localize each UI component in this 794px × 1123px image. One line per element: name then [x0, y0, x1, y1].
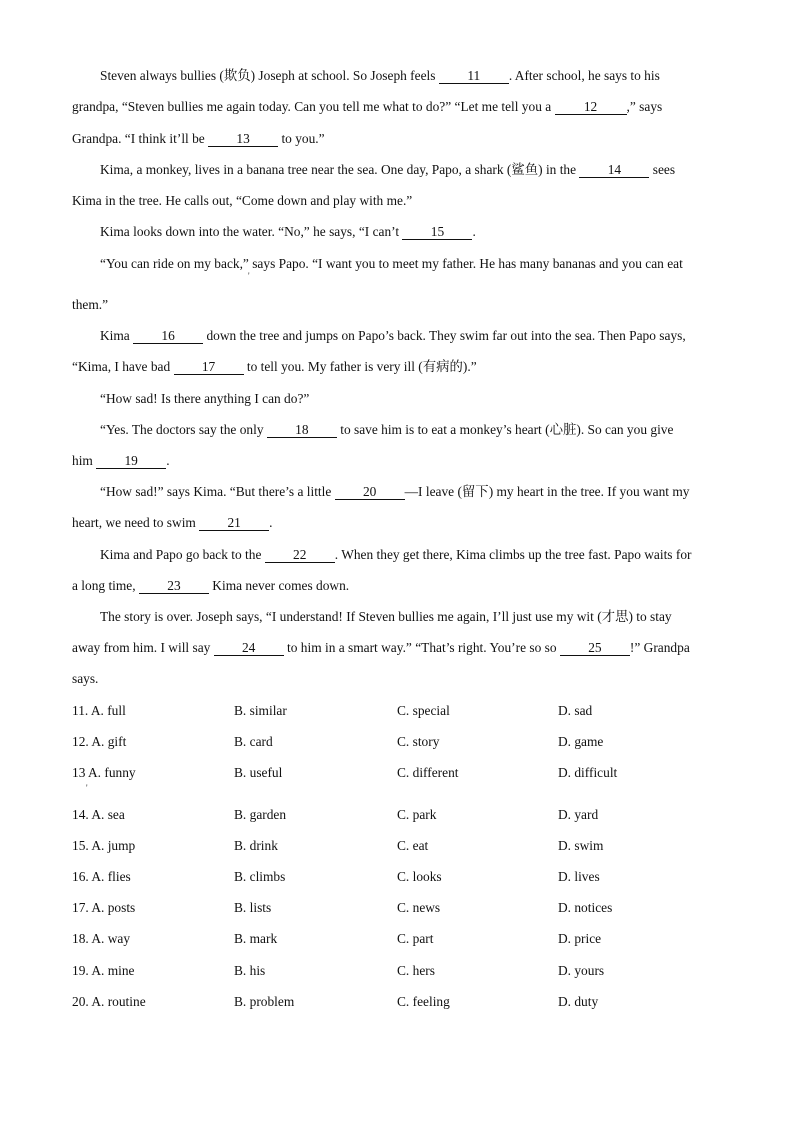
passage-line: Kima looks down into the water. “No,” he says, “I can’t 15 .	[100, 224, 476, 239]
passage-line: heart, we need to swim 21 .	[72, 515, 273, 530]
blank-20: 20	[335, 485, 405, 500]
blank-13: 13	[208, 132, 278, 147]
option-c: C. different	[397, 765, 459, 780]
option-c: C. feeling	[397, 994, 450, 1009]
option-c: C. looks	[397, 869, 442, 884]
option-b: B. similar	[234, 703, 287, 718]
stray-mark: '	[248, 271, 250, 281]
passage-line: says.	[72, 671, 99, 686]
blank-21: 21	[199, 516, 269, 531]
option-a: 14. A. sea	[72, 807, 125, 822]
blank-11: 11	[439, 69, 509, 84]
passage-line: grandpa, “Steven bullies me again today. Can you tell me what to do?” “Let me tell you a 12 ,” says	[72, 99, 663, 114]
option-d: D. yard	[558, 807, 599, 822]
option-b: B. mark	[234, 931, 278, 946]
stray-mark: '	[86, 783, 88, 793]
passage-line: them.”	[72, 297, 109, 312]
blank-16: 16	[133, 329, 203, 344]
option-b: B. garden	[234, 807, 287, 822]
blank-23: 23	[139, 579, 209, 594]
passage-line: “How sad!” says Kima. “But there’s a little 20 —I leave (留下) my heart in the tree. If you want my	[100, 484, 690, 499]
passage-line: Grandpa. “I think it’ll be 13 to you.”	[72, 131, 325, 146]
option-d: D. notices	[558, 900, 613, 915]
option-a: 15. A. jump	[72, 838, 136, 853]
blank-17: 17	[174, 360, 244, 375]
option-d: D. sad	[558, 703, 593, 718]
option-a: 16. A. flies	[72, 869, 131, 884]
option-d: D. yours	[558, 963, 605, 978]
passage-line: Kima in the tree. He calls out, “Come down and play with me.”	[72, 193, 413, 208]
passage-line: “You can ride on my back,” says Papo. “I want you to meet my father. He has many bananas and you can eat	[100, 256, 683, 271]
passage-line: Steven always bullies (欺负) Joseph at school. So Joseph feels 11 . After school, he says to his	[100, 68, 660, 83]
option-c: C. news	[397, 900, 441, 915]
passage-line: The story is over. Joseph says, “I understand! If Steven bullies me again, I’ll just use my wit (才思) to stay	[100, 609, 672, 624]
option-c: C. story	[397, 734, 440, 749]
blank-14: 14	[579, 163, 649, 178]
blank-12: 12	[555, 100, 627, 115]
option-c: C. special	[397, 703, 450, 718]
passage-line: Kima, a monkey, lives in a banana tree near the sea. One day, Papo, a shark (鲨鱼) in the 14 sees	[100, 162, 676, 177]
option-a: 17. A. posts	[72, 900, 136, 915]
passage-line: a long time, 23 Kima never comes down.	[72, 578, 350, 593]
option-b: B. climbs	[234, 869, 286, 884]
blank-25: 25	[560, 641, 630, 656]
passage-line: “Yes. The doctors say the only 18 to save him is to eat a monkey’s heart (心脏). So can you give	[100, 422, 674, 437]
option-d: D. game	[558, 734, 604, 749]
option-d: D. swim	[558, 838, 604, 853]
option-c: C. park	[397, 807, 437, 822]
option-d: D. lives	[558, 869, 600, 884]
option-c: C. hers	[397, 963, 435, 978]
option-a: 13 A. funny	[72, 765, 136, 780]
passage-line: Kima and Papo go back to the 22 . When they get there, Kima climbs up the tree fast. Papo waits for	[100, 547, 692, 562]
passage-line: Kima 16 down the tree and jumps on Papo’s back. They swim far out into the sea. Then Papo says,	[100, 328, 686, 343]
option-b: B. useful	[234, 765, 283, 780]
blank-24: 24	[214, 641, 284, 656]
option-a: 19. A. mine	[72, 963, 135, 978]
blank-18: 18	[267, 423, 337, 438]
option-c: C. part	[397, 931, 434, 946]
passage-line: “How sad! Is there anything I can do?”	[100, 391, 310, 406]
option-b: B. drink	[234, 838, 278, 853]
blank-19: 19	[96, 454, 166, 469]
option-a: 18. A. way	[72, 931, 131, 946]
option-a: 20. A. routine	[72, 994, 146, 1009]
passage-line: “Kima, I have bad 17 to tell you. My father is very ill (有病的).”	[72, 359, 477, 374]
option-c: C. eat	[397, 838, 429, 853]
option-a: 12. A. gift	[72, 734, 127, 749]
option-b: B. problem	[234, 994, 295, 1009]
option-b: B. card	[234, 734, 273, 749]
option-b: B. his	[234, 963, 266, 978]
blank-22: 22	[265, 548, 335, 563]
option-d: D. price	[558, 931, 602, 946]
passage-line: away from him. I will say 24 to him in a smart way.” “That’s right. You’re so so 25 !” Grandpa	[72, 640, 690, 655]
passage-line: him 19 .	[72, 453, 170, 468]
option-d: D. duty	[558, 994, 599, 1009]
option-a: 11. A. full	[72, 703, 126, 718]
option-b: B. lists	[234, 900, 272, 915]
option-d: D. difficult	[558, 765, 618, 780]
blank-15: 15	[402, 225, 472, 240]
